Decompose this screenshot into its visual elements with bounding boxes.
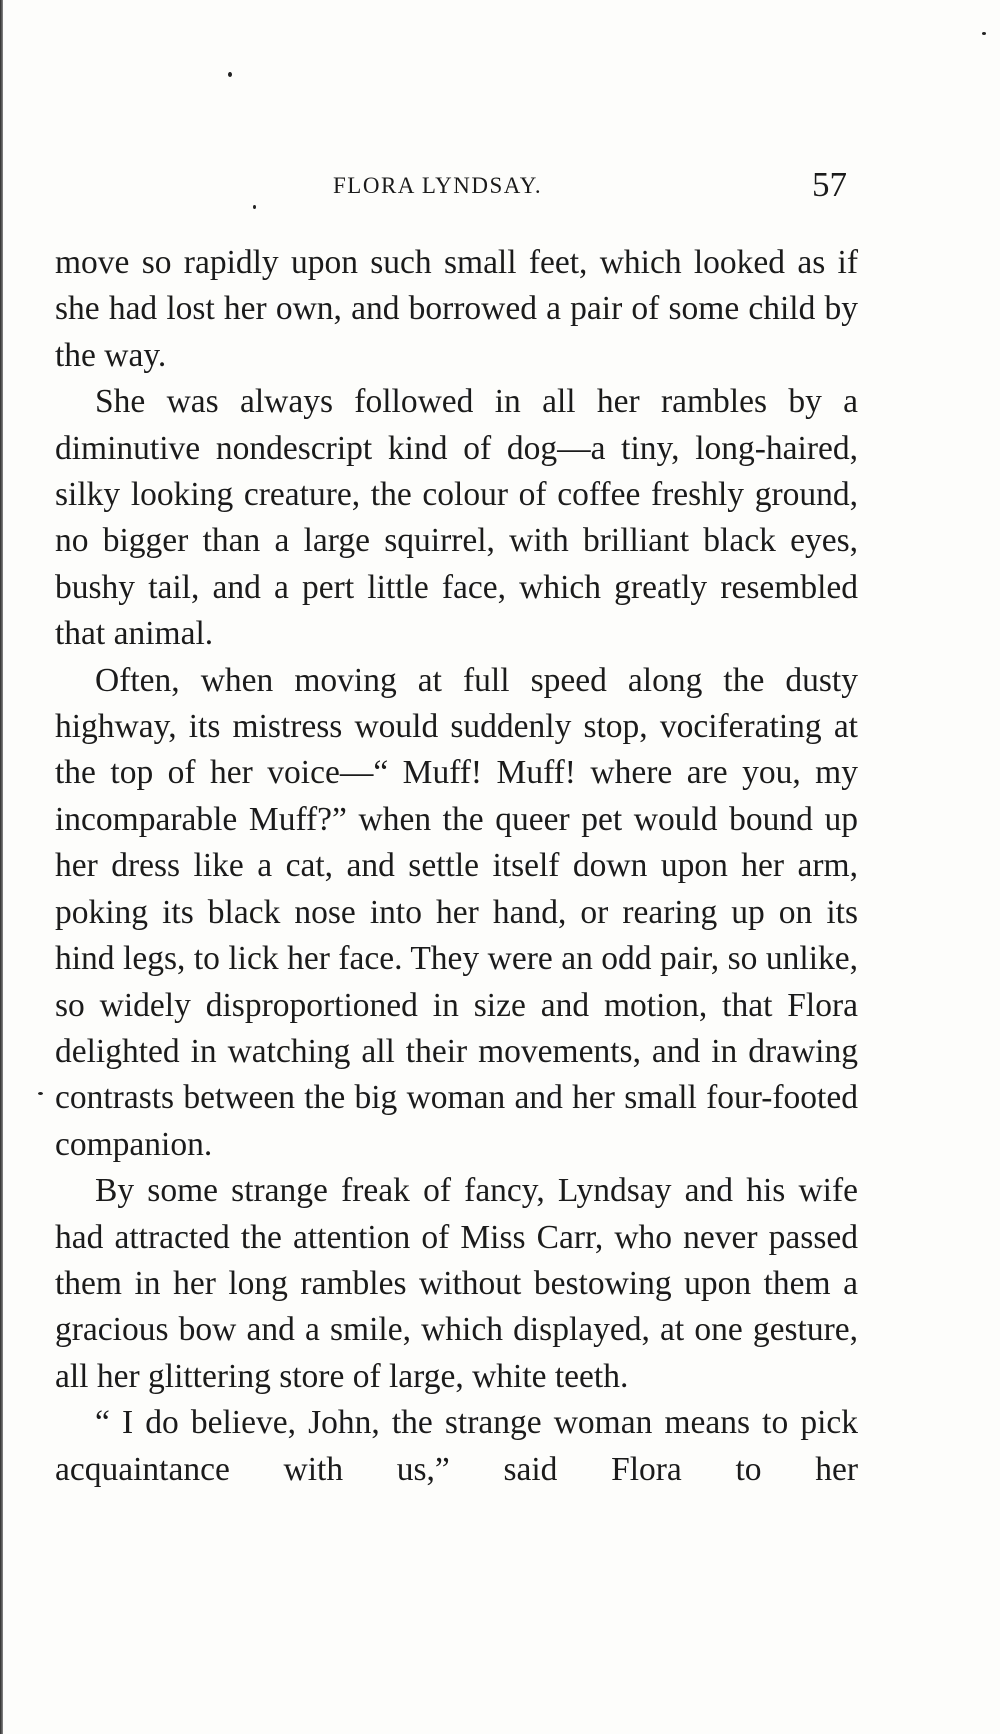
print-speck [228, 72, 232, 77]
page-number: 57 [812, 165, 847, 204]
paragraph: move so rapidly upon such small feet, which looked as if she had lost her own, and borrowed a pair of some child by the way. [55, 244, 858, 374]
paragraph: She was always followed in all her rambles by a diminutive nondescript kind of dog—a tiny, long-haired, silky looking creature, the colour of coffee freshly ground, no bigger than a large squirrel, with brilliant black eyes, bushy tail, and a pert little face, which greatly resembled that animal. [55, 383, 858, 653]
page-binding-edge [0, 0, 3, 1734]
paragraph: By some strange freak of fancy, Lyndsay and his wife had attracted the attention of Miss Carr, who never passed them in her long rambles without bestowing upon them a gracious bow and a smile, which displayed, at one gesture, all her glittering store of large, white teeth. [55, 1172, 858, 1395]
running-title: FLORA LYNDSAY. [333, 173, 543, 198]
print-speck [982, 32, 986, 35]
paragraph: “ I do believe, John, the strange woman means to pick acquaintance with us,” said Flora to her [55, 1404, 858, 1488]
body-text [55, 240, 858, 1493]
print-speck [38, 1092, 43, 1095]
paragraph: Often, when moving at full speed along the dusty highway, its mistress would suddenly stop, vociferating at the top of her voice—“ Muff! Muff! where are you, my incomparable Muff?” when the queer pet would bound up her dress like a cat, and settle itself down upon her arm, poking its black nose into her hand, or rearing up on its hind legs, to lick her face. They were an odd pair, so unlike, so widely disproportioned in size and motion, that Flora delighted in watching all their movements, and in drawing contrasts between the big woman and her small four-footed companion. [55, 661, 858, 1163]
running-header [0, 165, 1000, 215]
